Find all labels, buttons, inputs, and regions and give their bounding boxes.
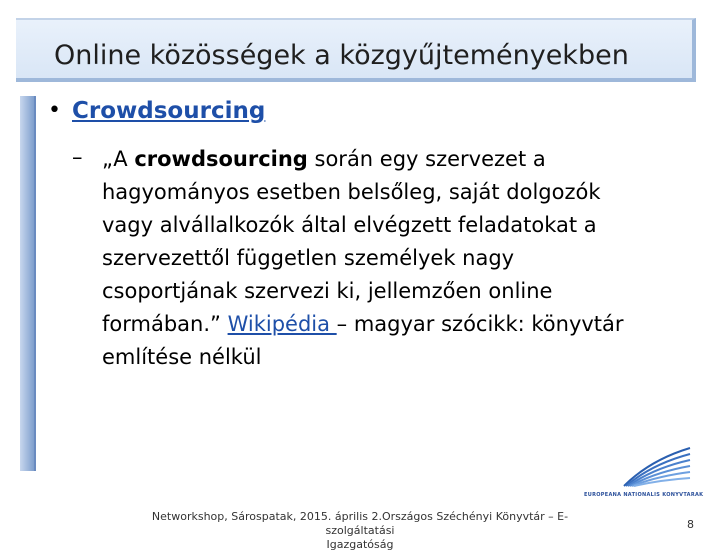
line1-rest: során egy szervezet a (307, 147, 546, 171)
left-accent-bar (20, 96, 36, 471)
sub-bullet-dash: – (72, 145, 83, 169)
paragraph-line-4: szervezettől független személyek nagy (102, 246, 515, 270)
paragraph-line-5: csoportjának szervezi ki, jellemzően online (102, 279, 553, 303)
logo-caption: EUROPEANA NATIONALIS KONYVTARAK (584, 492, 704, 498)
bullet-crowdsourcing-link[interactable]: Crowdsourcing (72, 98, 266, 124)
footer-line-2: Igazgatóság (326, 538, 394, 551)
crowdsourcing-bold: crowdsourcing (134, 147, 308, 171)
page-number: 8 (687, 518, 694, 531)
line6-post: – magyar szócikk: könyvtár (336, 312, 624, 336)
footer-line-1: Networkshop, Sárospatak, 2015. április 2.Országos Széchényi Könyvtár – E-szolgáltatási (151, 510, 569, 537)
paragraph-line-1 (102, 143, 682, 176)
bullet-marker: • (48, 98, 61, 123)
paragraph-line-2: hagyományos esetben belsőleg, saját dolgozók (102, 180, 601, 204)
quote-open-text: „A (102, 147, 135, 171)
wikipedia-link[interactable]: Wikipédia (227, 312, 337, 336)
definition-paragraph (102, 143, 682, 374)
paragraph-line-7: említése nélkül (102, 345, 262, 369)
paragraph-line-3: vagy alvállalkozók által elvégzett feladatokat a (102, 213, 597, 237)
paragraph-line-6 (102, 308, 682, 341)
slide-title: Online közösségek a közgyűjteményekben (54, 40, 629, 71)
slide-footer (130, 510, 590, 552)
line6-pre: formában.” (102, 312, 228, 336)
europeana-logo-icon (620, 440, 692, 490)
